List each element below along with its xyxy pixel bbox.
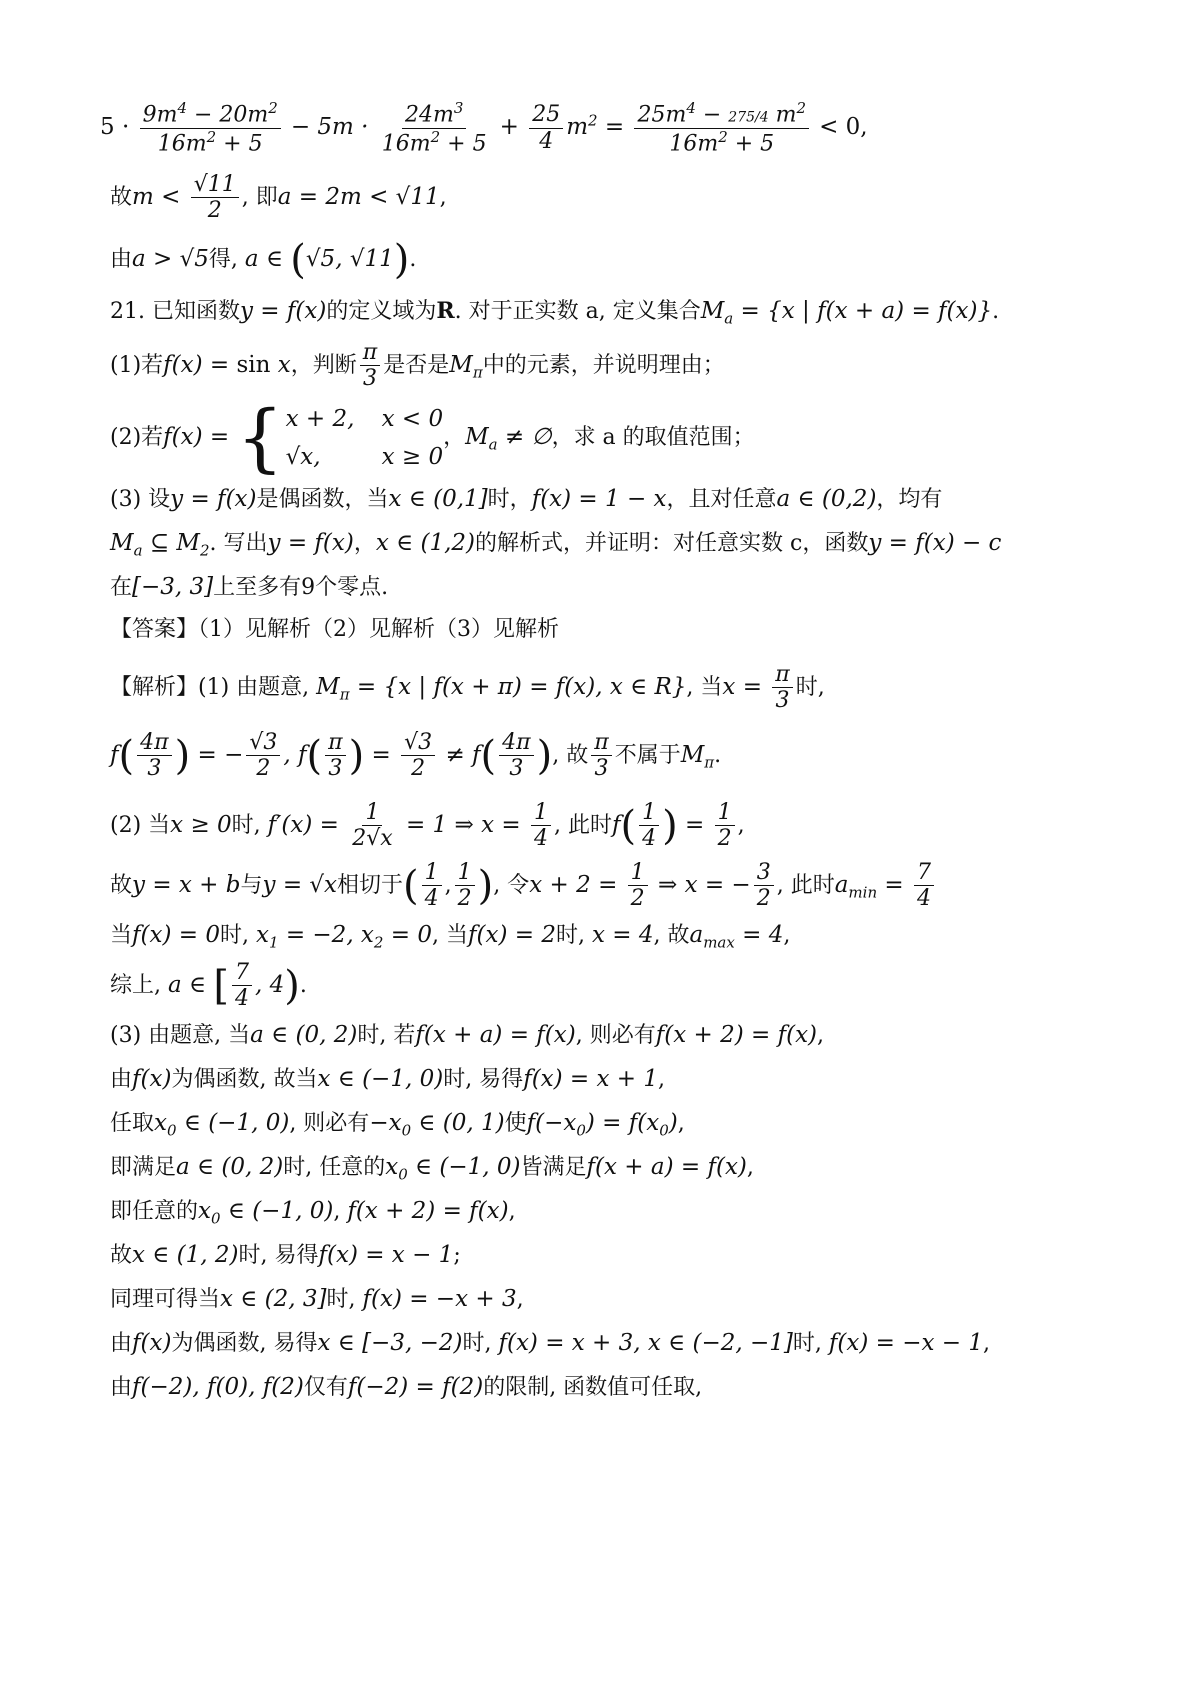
solution-line: 故y = x + b与y = √x相切于( $\frac{1}{4}$ , $\frac{1}{2}$ ), 令x + 2 = $\frac{1}{2}$ ⇒ x = − $\frac{3}{2}$ , 此时$a_{min}$ = $\frac{7}{4}$ xyxy=(110,860,937,912)
question-title: 21. 已知函数y = f(x)的定义域为R. 对于正实数 a, 定义集合$M_a = \{x$ | f(x + a) = f(x)}. xyxy=(110,298,1000,328)
question-part-3-cont: 在[−3, 3]上至多有9个零点. xyxy=(110,574,389,600)
equation-line: 5 · $\frac{9m^4 - 20m^2}{16m^2 + 5}$ − 5m · $\frac{24m^3}{16m^2 + 5}$ + $\frac{25}{4}$ $m^2$ = $\frac{25m^4 - 275/4 m^2}{16m^2 + 5}$ < 0, xyxy=(100,99,868,156)
solution-line: f( $\frac{4\pi}{3}$ ) = − $\frac{√3}{2}$ , f( $\frac{\pi}{3}$ ) = $\frac{√3}{2}$ ≠ f( $\frac{4\pi}{3}$ ), 故 $\frac{\pi}{3}$ 不属于$M_\pi$. xyxy=(110,730,722,782)
solution-line: 即满足a ∈ (0, 2)时, 任意的$x_0$ ∈ (−1, 0)皆满足f(x + a) = f(x), xyxy=(110,1154,754,1184)
question-part-2: (2)若f(x) = { x + 2, x < 0 √x, x ≥ 0 ，$M_a$ ≠ ∅，求 a 的取值范围； xyxy=(110,395,755,481)
solution-line: 【解析】(1) 由题意, $M_\pi = \{x$ | f(x + π) = f(x), x ∈ R}, 当x = $\frac{\pi}{3}$ 时, xyxy=(110,662,825,714)
text-line: 故m < $\frac{√11}{2}$ , 即a = 2m < √11, xyxy=(110,172,447,224)
solution-line: (2) 当x ≥ 0时, f′(x) = $\frac{1}{2√x}$ = 1 ⇒ x = $\frac{1}{4}$ , 此时f( $\frac{1}{4}$ ) = $\frac{1}{2}$ , xyxy=(110,800,745,852)
solution-line: 由f(x)为偶函数, 易得x ∈ [−3, −2)时, f(x) = x + 3, x ∈ (−2, −1]时, f(x) = −x − 1, xyxy=(110,1330,990,1356)
text-line: 由a > √5得, a ∈ (√5, √11). xyxy=(110,237,417,283)
solution-line: 同理可得当x ∈ (2, 3]时, f(x) = −x + 3, xyxy=(110,1286,524,1312)
question-part-1: (1)若f(x) = sin x，判断 $\frac{\pi}{3}$ 是否是$M_\pi$中的元素，并说明理由； xyxy=(110,340,725,392)
solution-line: 综上, a ∈ [ $\frac{7}{4}$ , 4). xyxy=(110,960,307,1012)
question-part-3: (3) 设y = f(x)是偶函数，当x ∈ (0,1]时，f(x) = 1 − x，且对任意a ∈ (0,2)，均有 xyxy=(110,486,943,512)
question-part-3-cont: $M_a$ ⊆ $M_2$. 写出y = f(x)，x ∈ (1,2)的解析式，并证明：对任意实数 c，函数y = f(x) − c xyxy=(110,530,1002,560)
solution-line: 由f(−2), f(0), f(2)仅有f(−2) = f(2)的限制, 函数值可任取, xyxy=(110,1374,703,1400)
solution-line: 故x ∈ (1, 2)时, 易得f(x) = x − 1; xyxy=(110,1242,461,1268)
solution-line: 当f(x) = 0时, $x_1 = -2$, $x_2 = 0$, 当f(x) = 2时, x = 4, 故$a_{max} = 4$, xyxy=(110,922,791,952)
solution-line: 即任意的$x_0$ ∈ (−1, 0), f(x + 2) = f(x), xyxy=(110,1198,516,1228)
solution-line: 由f(x)为偶函数, 故当x ∈ (−1, 0)时, 易得f(x) = x + 1, xyxy=(110,1066,666,1092)
solution-line: 任取$x_0$ ∈ (−1, 0), 则必有$-x_0$ ∈ (0, 1)使$f(-x_0) = f(x_0)$, xyxy=(110,1110,685,1140)
answer-line: 【答案】（1）见解析（2）见解析（3）见解析 xyxy=(110,617,559,642)
solution-line: (3) 由题意, 当a ∈ (0, 2)时, 若f(x + a) = f(x), 则必有f(x + 2) = f(x), xyxy=(110,1022,825,1048)
